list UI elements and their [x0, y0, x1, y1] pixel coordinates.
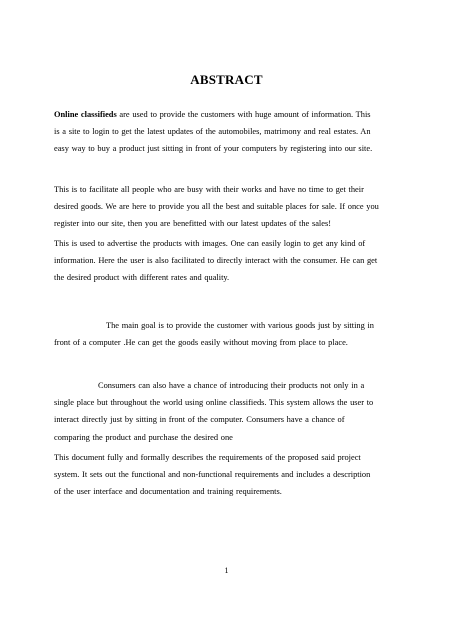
- page-title: ABSTRACT: [190, 72, 263, 87]
- paragraph-line: Consumers can also have a chance of introducing their products not only in a: [98, 381, 365, 390]
- paragraph-line: comparing the product and purchase the desired one: [54, 432, 233, 442]
- paragraph-line: The main goal is to provide the customer with various goods just by sitting in: [106, 321, 374, 330]
- paragraph-line: interact directly just by sitting in front of the computer. Consumers have a chance of: [54, 415, 345, 425]
- paragraph-intro: [54, 106, 400, 158]
- paragraph-purpose: [54, 181, 400, 233]
- page-number: 1: [224, 566, 229, 575]
- paragraph-line: This is used to advertise the products with images. One can easily login to get any kind of: [54, 239, 366, 248]
- paragraph-advertise: [54, 235, 400, 287]
- paragraph-line: the desired product with different rates and quality.: [54, 273, 230, 283]
- paragraph-line: information. Here the user is also facilitated to directly interact with the consumer. He can get: [54, 256, 378, 266]
- paragraph-line: This is to facilitate all people who are busy with their works and have no time to get their: [54, 185, 364, 194]
- paragraph-scope: [54, 449, 400, 501]
- paragraph-line: single place but throughout the world using online classifieds. This system allows the user to: [54, 398, 374, 408]
- line-text: are used to provide the customers with huge amount of information. This: [116, 110, 371, 119]
- paragraph-line: register into our site, then you are benefitted with our latest updates of the sales!: [54, 219, 332, 229]
- paragraph-line: is a site to login to get the latest updates of the automobiles, matrimony and real estates. An: [54, 127, 371, 137]
- lead-term: Online classifieds: [54, 110, 117, 119]
- paragraph-consumers: [54, 377, 400, 446]
- paragraph-line: [54, 106, 400, 123]
- paragraph-line: This document fully and formally describes the requirements of the proposed said project: [54, 453, 361, 462]
- paragraph-goal: [54, 317, 400, 351]
- paragraph-line: system. It sets out the functional and non-functional requirements and includes a description: [54, 470, 371, 480]
- paragraph-line: easy way to buy a product just sitting in front of your computers by registering into our site.: [54, 144, 373, 154]
- paragraph-line: front of a computer .He can get the goods easily without moving from place to place.: [54, 338, 348, 348]
- paragraph-line: desired goods. We are here to provide you all the best and suitable places for sale. If once you: [54, 202, 379, 212]
- paragraph-line: of the user interface and documentation and training requirements.: [54, 487, 282, 497]
